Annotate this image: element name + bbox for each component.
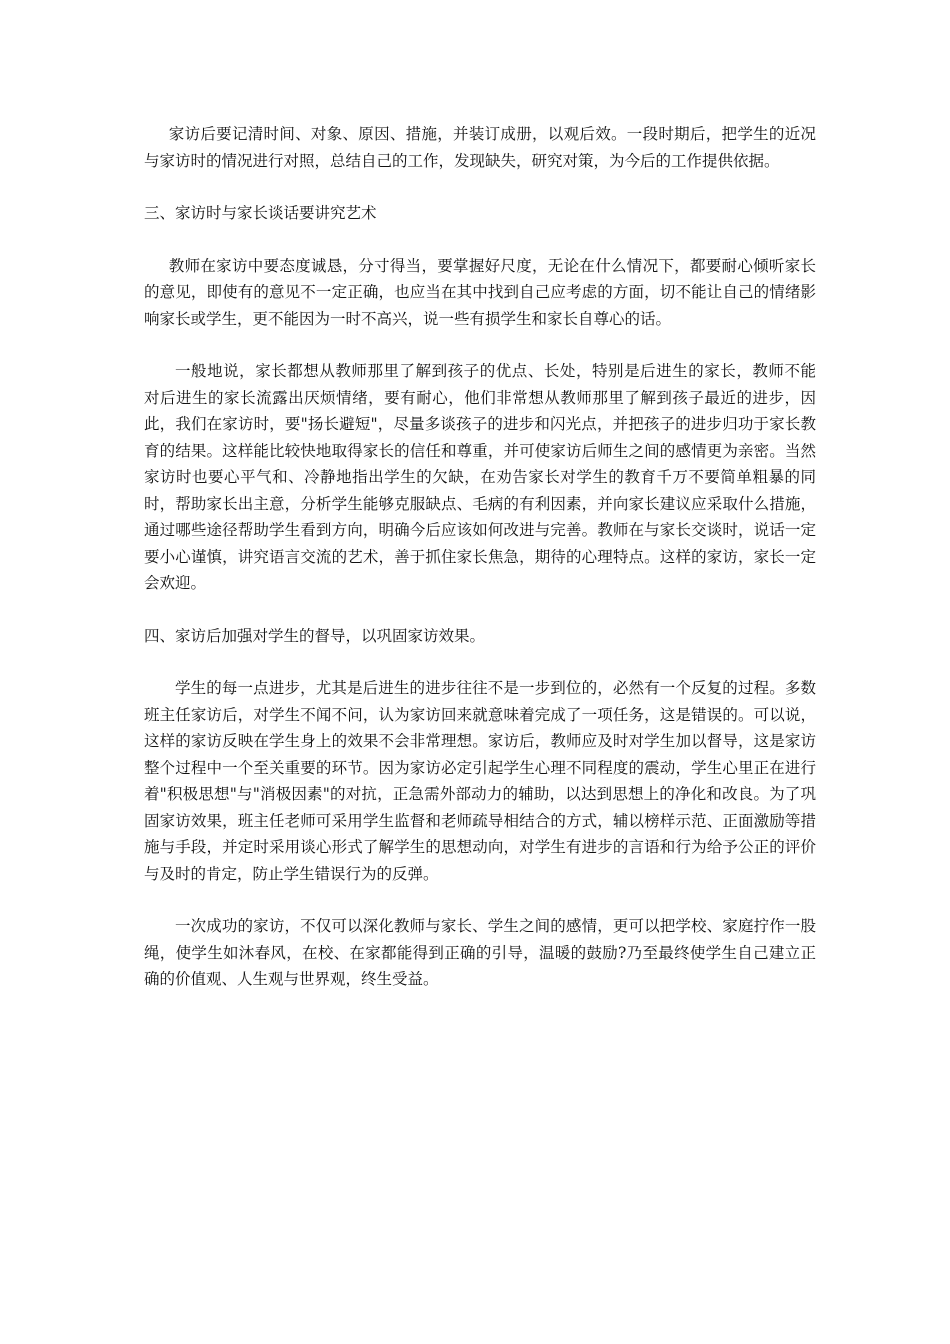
section-heading-4: 四、家访后加强对学生的督导，以巩固家访效果。 (144, 626, 486, 645)
section-heading-3: 三、家访时与家长谈话要讲究艺术 (144, 204, 377, 222)
spacer (144, 597, 816, 623)
paragraph-record-keeping: 家访后要记清时间、对象、原因、措施，并装订成册，以观后效。一段时期后，把学生的近况与家访时的情况进行对照，总结自己的工作，发现缺失，研究对策，为今后的工作提供依据。 (144, 125, 816, 170)
paragraph-communication: 一般地说，家长都想从教师那里了解到孩子的优点、长处，特别是后进生的家长，教师不能 对后进生的家长流露出厌烦情绪，要有耐心，他们非常想从教师那里了解到孩子最近的进步，因此，我们在家访时，要"扬长避短"，尽量多谈孩子的进步和闪光点，并把孩子的进步归功于家长教育的结果。这样能比较快地取得家长的信任和尊重，并可使家访后师生之间的感情更为亲密。当然家访时也要心平气和、冷静地指出学生的欠缺，在劝告家长对学生的教育千万不要简单粗暴的同时，帮助家长出主意，分析学生能够克服缺点、毛病的有利因素，并向家长建议应采取什么措施，通过哪些途径帮助学生看到方向，明确今后应该如何改进与完善。教师在与家长交谈时，说话一定要小心谨慎，讲究语言交流的艺术，善于抓住家长焦急，期待的心理特点。这样的家访，家长一定会欢迎。 (144, 362, 832, 592)
paragraph-conclusion: 一次成功的家访，不仅可以深化教师与家长、学生之间的感情，更可以把学校、家庭拧作一股绳，使学生如沐春风，在校、在家都能得到正确的引导，温暖的鼓励?乃至最终使学生自己建立正确的价值观、人生观与世界观，终生受益。 (144, 917, 816, 988)
spacer (144, 174, 816, 200)
spacer (144, 227, 816, 253)
paragraph-attitude: 教师在家访中要态度诚恳，分寸得当，要掌握好尺度，无论在什么情况下，都要耐心倾听家长的意见，即使有的意见不一定正确，也应当在其中找到自己应考虑的方面，切不能让自己的情绪影响家长或学生，更不能因为一时不高兴，说一些有损学生和家长自尊心的话。 (144, 256, 816, 328)
document-page (144, 121, 832, 993)
spacer (144, 649, 816, 675)
paragraph-supervision: 学生的每一点进步，尤其是后进生的进步往往不是一步到位的，必然有一个反复的过程。多数班主任家访后，对学生不闻不问，认为家访回来就意味着完成了一项任务，这是错误的。可以说，这样的家访反映在学生身上的效果不会非常理想。家访后，教师应及时对学生加以督导，这是家访整个过程中一个至关重要的环节。因为家访必定引起学生心理不同程度的震动，学生心里正在进行着"积极思想"与"消极因素"的对抗，正急需外部动力的辅助，以达到思想上的净化和改良。为了巩固家访效果，班主任老师可采用学生监督和老师疏导相结合的方式，辅以榜样示范、正面激励等措施与手段，并定时采用谈心形式了解学生的思想动向，对学生有进步的言语和行为给予公正的评价与及时的肯定，防止学生错误行为的反弹。 (144, 679, 816, 883)
spacer (144, 887, 816, 913)
spacer (144, 332, 816, 358)
